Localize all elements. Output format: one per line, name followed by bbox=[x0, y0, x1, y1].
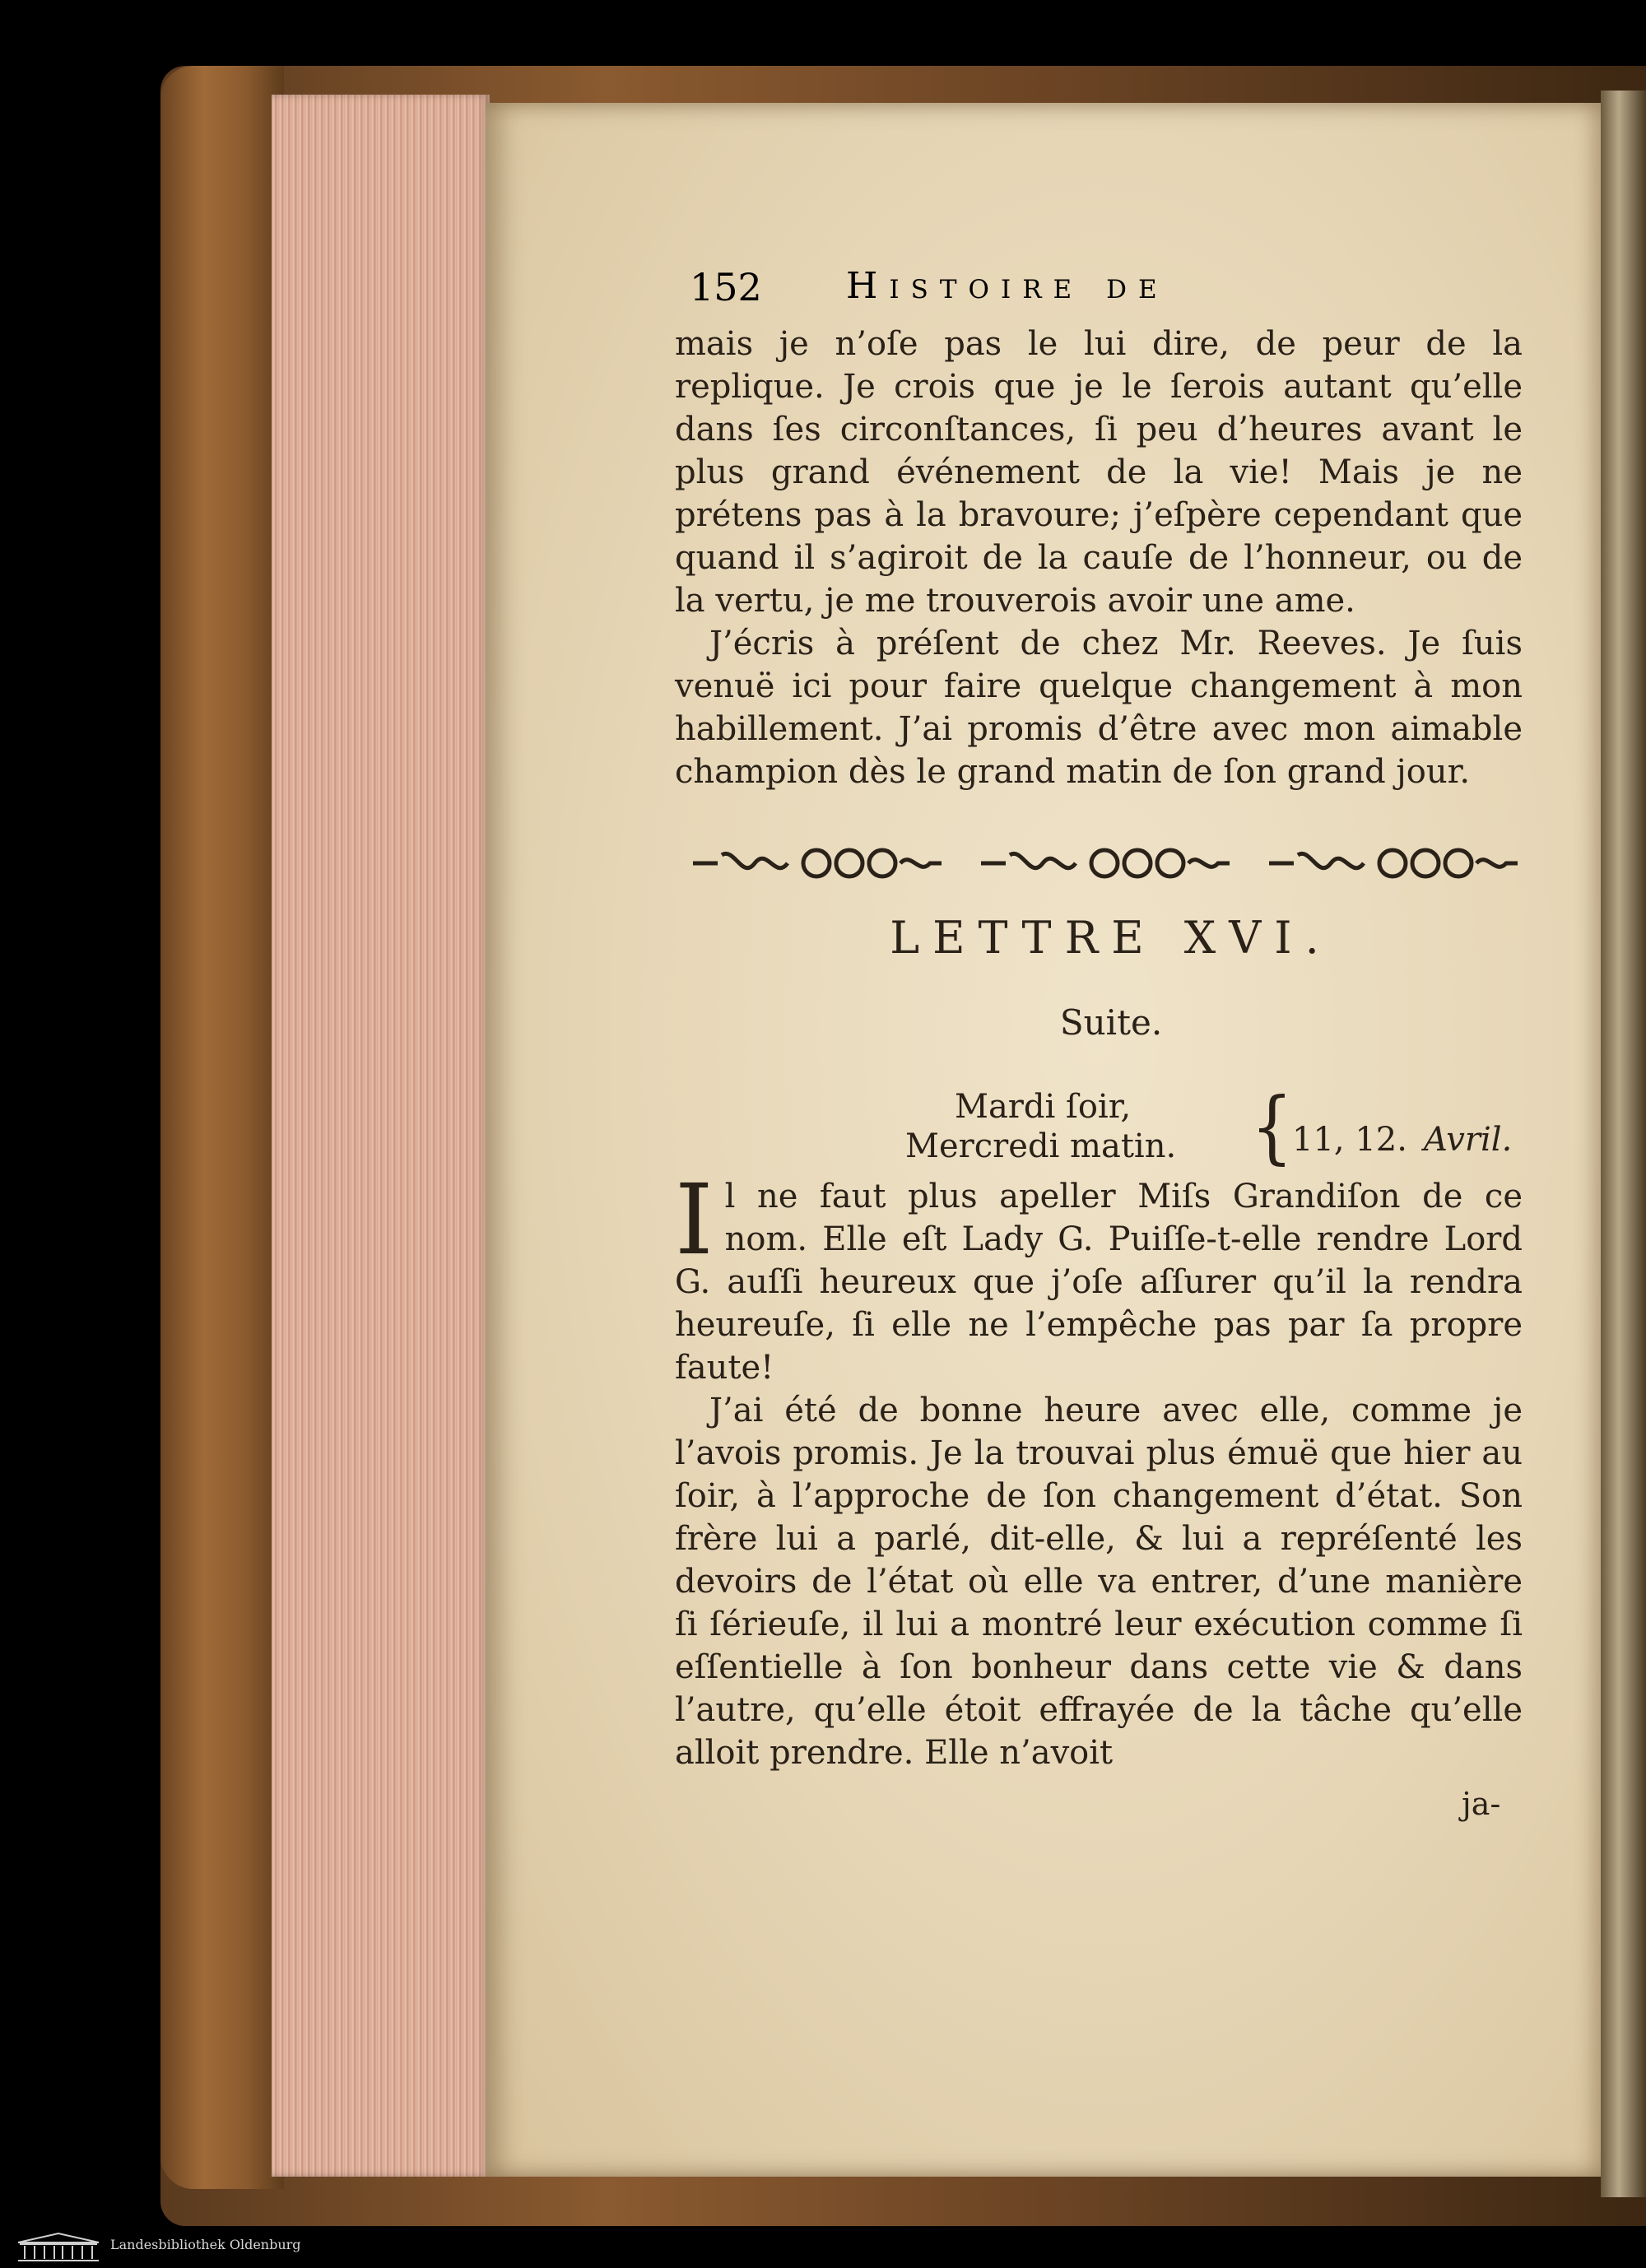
ornament-center-icon bbox=[973, 843, 1236, 884]
book-cover-spine-edge bbox=[160, 66, 284, 2189]
paragraph-4: J’ai été de bonne heure avec elle, comme je l’avois promis. Je la trouvai plus émuë que hier au ſoir, à l’approche de ſon changement d’état. Son frère lui a parlé, dit-elle, & lui a repréſenté les devoirs de l’état où elle va entrer, d’une manière ſi ſérieuſe, il lui a montré leur exécution comme ſi eſſentielle à ſon bonheur dans cette vie & dans l’autre, qu’elle étoit effrayée de la tâche qu’elle alloit prendre. Elle n’avoit bbox=[675, 1392, 1523, 1772]
text-column-bottom bbox=[675, 1163, 1523, 1774]
page-number: 152 bbox=[690, 265, 762, 309]
catchword: ja- bbox=[1462, 1786, 1501, 1822]
subheading: Suite. bbox=[1059, 1002, 1163, 1043]
paragraph-1: mais je n’oſe pas le lui dire, de peur de la replique. Je crois que je le ſerois autant qu’elle dans ſes circonſtances, ſi peu d’heures avant le plus grand événement de la vie! Mais je ne prétens pas à la bravoure; j’eſpère cependant que quand il s’agiroit de la cauſe de l’honneur, ou de la vertu, je me trouverois avoir une ame. bbox=[675, 325, 1523, 620]
brace-icon: { bbox=[1251, 1081, 1293, 1174]
library-name: Landesbibliothek Oldenburg bbox=[110, 2237, 301, 2252]
ornament-left-icon bbox=[685, 843, 948, 884]
library-building-icon bbox=[15, 2231, 102, 2264]
page-edges bbox=[272, 95, 490, 2177]
facing-page-edge bbox=[1601, 91, 1646, 2197]
paragraph-3 bbox=[675, 1163, 1523, 1389]
dateline bbox=[905, 1081, 1531, 1178]
letter-heading: LETTRE XVI. bbox=[890, 912, 1332, 964]
paragraph-2: J’écris à préſent de chez Mr. Reeves. Je ſuis venuë ici pour faire quelque changement à mon habillement. J’ai promis d’être avec mon aimable champion dès le grand matin de ſon grand jour. bbox=[675, 625, 1523, 791]
running-title: Histoire de bbox=[846, 265, 1169, 307]
ornament-divider bbox=[685, 839, 1524, 887]
ornament-right-icon bbox=[1261, 843, 1524, 884]
dateline-days: 11, 12. bbox=[1292, 1121, 1407, 1159]
dateline-line-1: Mardi ſoir, bbox=[955, 1088, 1132, 1126]
text-column-top bbox=[675, 323, 1523, 793]
paragraph-3-text: l ne faut plus apeller Miſs Grandiſon de ce nom. Elle eſt Lady G. Puiſſe-t-elle rendre Lord G. auſſi heureux que j’oſe aſſurer qu’il la rendra heureuſe, ſi elle ne l’empêche pas par ſa propre faute! bbox=[675, 1178, 1523, 1387]
running-head bbox=[690, 265, 1513, 314]
dateline-line-2: Mercredi matin. bbox=[905, 1127, 1177, 1165]
drop-cap: I bbox=[675, 1163, 714, 1276]
dateline-month: Avril. bbox=[1424, 1121, 1513, 1159]
